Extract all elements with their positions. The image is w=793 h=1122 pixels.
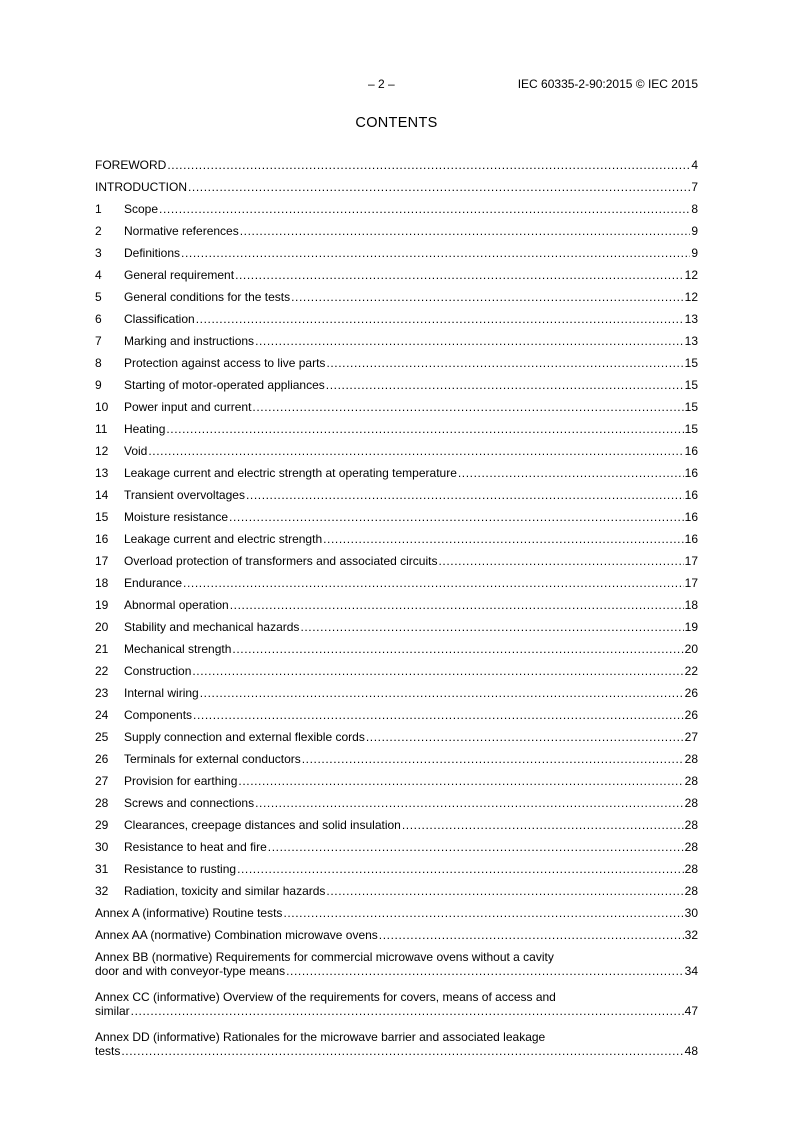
toc-entry-number: 22 (95, 664, 109, 678)
toc-entry-annex[interactable] (95, 949, 698, 989)
toc-entry-title: Stability and mechanical hazards (124, 620, 300, 634)
toc-dot-leader (232, 642, 683, 657)
toc-dot-leader (148, 444, 683, 459)
toc-entry-page: 13 (684, 312, 698, 326)
toc-dot-leader (229, 510, 684, 525)
toc-dot-leader (326, 884, 683, 899)
toc-entry-page: 34 (684, 964, 698, 978)
toc-entry-clause[interactable] (95, 311, 698, 333)
toc-dot-leader (230, 598, 684, 613)
toc-entry-title: General requirement (124, 268, 235, 282)
toc-entry-title: Annex AA (normative) Combination microwave ovens (95, 928, 378, 942)
toc-entry-title: Terminals for external conductors (124, 752, 301, 766)
toc-dot-leader (237, 862, 684, 877)
toc-entry-title: Annex A (informative) Routine tests (95, 906, 283, 920)
toc-entry-page: 16 (684, 444, 698, 458)
toc-dot-leader (252, 400, 683, 415)
page-header (0, 77, 793, 93)
toc-entry-number: 9 (95, 378, 102, 392)
toc-dot-leader (240, 224, 691, 239)
toc-entry-title: Mechanical strength (124, 642, 232, 656)
toc-entry-clause[interactable] (95, 707, 698, 729)
toc-entry-clause[interactable] (95, 619, 698, 641)
toc-dot-leader (246, 488, 684, 503)
toc-entry-number: 11 (95, 422, 108, 436)
toc-entry-clause[interactable] (95, 531, 698, 553)
toc-entry-number: 16 (95, 532, 109, 546)
toc-entry-page: 15 (684, 400, 698, 414)
toc-entry-title: Normative references (124, 224, 239, 238)
toc-entry-clause[interactable] (95, 729, 698, 751)
toc-entry-annex[interactable] (95, 1029, 698, 1069)
toc-entry-page: 28 (684, 774, 698, 788)
toc-entry-number: 26 (95, 752, 109, 766)
toc-entry-title: Internal wiring (124, 686, 199, 700)
toc-entry-title: Void (124, 444, 148, 458)
toc-entry-page: 17 (684, 554, 698, 568)
toc-entry-page: 16 (684, 466, 698, 480)
toc-entry-page: 13 (684, 334, 698, 348)
toc-entry-number: 19 (95, 598, 109, 612)
toc-entry-clause[interactable] (95, 751, 698, 773)
toc-entry-number: 12 (95, 444, 109, 458)
toc-dot-leader (438, 554, 683, 569)
toc-entry-page: 15 (684, 378, 698, 392)
toc-entry-number: 32 (95, 884, 109, 898)
toc-entry-front-matter[interactable] (95, 157, 698, 179)
toc-entry-clause[interactable] (95, 509, 698, 531)
toc-entry-clause[interactable] (95, 245, 698, 267)
toc-entry-number: 25 (95, 730, 109, 744)
toc-entry-page: 28 (684, 884, 698, 898)
toc-entry-number: 6 (95, 312, 102, 326)
toc-dot-leader (286, 964, 684, 978)
toc-entry-title: Resistance to rusting (124, 862, 237, 876)
toc-entry-clause[interactable] (95, 685, 698, 707)
toc-entry-page: 12 (684, 268, 698, 282)
toc-entry-page: 16 (684, 532, 698, 546)
page-title: CONTENTS (355, 115, 438, 131)
toc-entry-page: 15 (684, 356, 698, 370)
toc-entry-title: Construction (124, 664, 192, 678)
table-of-contents (95, 157, 698, 1069)
toc-dot-leader (188, 180, 690, 195)
toc-entry-clause[interactable] (95, 289, 698, 311)
toc-entry-clause[interactable] (95, 487, 698, 509)
toc-entry-page: 28 (684, 862, 698, 876)
toc-entry-page: 19 (684, 620, 698, 634)
toc-dot-leader (192, 664, 683, 679)
toc-entry-number: 27 (95, 774, 109, 788)
toc-entry-page: 26 (684, 686, 698, 700)
toc-dot-leader (283, 906, 683, 921)
toc-dot-leader (302, 752, 684, 767)
toc-entry-title: Supply connection and external flexible cords (124, 730, 365, 744)
toc-entry-page: 18 (684, 598, 698, 612)
toc-entry-clause[interactable] (95, 399, 698, 421)
toc-entry-title: Heating (124, 422, 166, 436)
toc-entry-title: Components (124, 708, 193, 722)
toc-entry-number: 28 (95, 796, 109, 810)
toc-entry-title-continued (95, 1044, 698, 1058)
toc-entry-clause[interactable] (95, 553, 698, 575)
toc-entry-clause[interactable] (95, 333, 698, 355)
toc-entry-page: 26 (684, 708, 698, 722)
toc-dot-leader (196, 312, 684, 327)
toc-entry-title: Annex DD (informative) Rationales for the microwave barrier and associated leakage (95, 1030, 546, 1044)
toc-entry-clause[interactable] (95, 465, 698, 487)
toc-entry-page: 32 (684, 928, 698, 942)
toc-dot-leader (159, 202, 690, 217)
toc-dot-leader (402, 818, 684, 833)
toc-entry-title: Classification (124, 312, 195, 326)
toc-entry-number: 20 (95, 620, 109, 634)
toc-entry-title: Annex BB (normative) Requirements for commercial microwave ovens without a cavity (95, 950, 554, 964)
toc-entry-title: General conditions for the tests (124, 290, 291, 304)
toc-entry-clause[interactable] (95, 883, 698, 905)
toc-entry-page: 15 (684, 422, 698, 436)
toc-entry-title-end: similar (95, 1004, 130, 1018)
toc-entry-title: Overload protection of transformers and associated circuits (124, 554, 438, 568)
toc-entry-title: Power input and current (124, 400, 252, 414)
toc-entry-page: 17 (684, 576, 698, 590)
document-reference: IEC 60335-2-90:2015 © IEC 2015 (517, 77, 698, 91)
toc-entry-clause[interactable] (95, 421, 698, 443)
toc-entry-clause[interactable] (95, 355, 698, 377)
toc-entry-clause[interactable] (95, 201, 698, 223)
toc-entry-annex[interactable] (95, 989, 698, 1029)
toc-entry-clause[interactable] (95, 267, 698, 289)
toc-entry-number: 17 (95, 554, 109, 568)
toc-dot-leader (326, 356, 683, 371)
toc-entry-number: 2 (95, 224, 102, 238)
toc-entry-number: 15 (95, 510, 109, 524)
toc-entry-number: 4 (95, 268, 102, 282)
toc-entry-page: 12 (684, 290, 698, 304)
toc-entry-page: 28 (684, 818, 698, 832)
toc-dot-leader (458, 466, 684, 481)
toc-entry-title: Marking and instructions (124, 334, 255, 348)
toc-entry-page: 16 (684, 488, 698, 502)
toc-entry-clause[interactable] (95, 795, 698, 817)
toc-entry-title: Starting of motor-operated appliances (124, 378, 325, 392)
toc-dot-leader (166, 422, 683, 437)
toc-entry-front-matter[interactable] (95, 179, 698, 201)
toc-entry-page: 28 (684, 840, 698, 854)
toc-entry-title: Leakage current and electric strength (124, 532, 323, 546)
toc-dot-leader (183, 576, 684, 591)
toc-entry-number: 10 (95, 400, 109, 414)
toc-dot-leader (326, 378, 684, 393)
toc-entry-page: 8 (691, 202, 698, 216)
toc-entry-number: 31 (95, 862, 109, 876)
toc-entry-page: 9 (691, 246, 698, 260)
toc-dot-leader (300, 620, 683, 635)
toc-entry-title: Radiation, toxicity and similar hazards (124, 884, 326, 898)
toc-entry-page: 7 (691, 180, 698, 194)
toc-entry-page: 16 (684, 510, 698, 524)
toc-entry-page: 27 (684, 730, 698, 744)
toc-dot-leader (379, 928, 684, 943)
toc-entry-annex[interactable] (95, 927, 698, 949)
toc-entry-title: INTRODUCTION (95, 180, 187, 194)
toc-entry-page: 22 (684, 664, 698, 678)
toc-dot-leader (200, 686, 684, 701)
toc-entry-number: 18 (95, 576, 109, 590)
toc-entry-number: 5 (95, 290, 102, 304)
toc-dot-leader (238, 774, 683, 789)
toc-entry-title: Definitions (124, 246, 181, 260)
toc-entry-page: 9 (691, 224, 698, 238)
toc-entry-number: 14 (95, 488, 109, 502)
toc-entry-clause[interactable] (95, 839, 698, 861)
toc-entry-title-continued (95, 964, 698, 978)
toc-entry-number: 8 (95, 356, 102, 370)
toc-entry-page: 47 (684, 1004, 698, 1018)
toc-entry-title-continued (95, 1004, 698, 1018)
toc-entry-title: Clearances, creepage distances and solid insulation (124, 818, 401, 832)
toc-dot-leader (131, 1004, 684, 1018)
toc-dot-leader (255, 796, 684, 811)
toc-entry-number: 1 (95, 202, 102, 216)
toc-dot-leader (291, 290, 684, 305)
toc-dot-leader (181, 246, 690, 261)
toc-entry-title: Resistance to heat and fire (124, 840, 267, 854)
toc-entry-number: 3 (95, 246, 102, 260)
toc-entry-title: Scope (124, 202, 159, 216)
toc-entry-clause[interactable] (95, 377, 698, 399)
toc-dot-leader (255, 334, 684, 349)
toc-dot-leader (167, 158, 690, 173)
toc-entry-number: 21 (95, 642, 109, 656)
toc-entry-clause[interactable] (95, 861, 698, 883)
toc-entry-title-end: tests (95, 1044, 121, 1058)
toc-entry-title: Annex CC (informative) Overview of the requirements for covers, means of access and (95, 990, 556, 1004)
toc-dot-leader (235, 268, 684, 283)
toc-dot-leader (323, 532, 684, 547)
toc-entry-clause[interactable] (95, 817, 698, 839)
toc-entry-title: Transient overvoltages (124, 488, 245, 502)
toc-entry-number: 23 (95, 686, 109, 700)
toc-entry-number: 7 (95, 334, 102, 348)
toc-entry-number: 29 (95, 818, 109, 832)
toc-entry-number: 24 (95, 708, 109, 722)
toc-entry-annex[interactable] (95, 905, 698, 927)
toc-entry-page: 28 (684, 796, 698, 810)
toc-dot-leader (193, 708, 684, 723)
toc-entry-title: Provision for earthing (124, 774, 238, 788)
toc-entry-title: FOREWORD (95, 158, 167, 172)
toc-entry-title: Moisture resistance (124, 510, 229, 524)
toc-entry-title: Abnormal operation (124, 598, 229, 612)
toc-entry-page: 30 (684, 906, 698, 920)
toc-entry-clause[interactable] (95, 773, 698, 795)
toc-entry-page: 28 (684, 752, 698, 766)
toc-entry-clause[interactable] (95, 575, 698, 597)
toc-entry-clause[interactable] (95, 663, 698, 685)
toc-entry-title: Endurance (124, 576, 183, 590)
page-number: – 2 – (368, 77, 395, 91)
toc-entry-clause[interactable] (95, 223, 698, 245)
toc-entry-page: 4 (691, 158, 698, 172)
toc-dot-leader (268, 840, 684, 855)
toc-entry-title: Screws and connections (124, 796, 255, 810)
toc-entry-page: 48 (684, 1044, 698, 1058)
toc-entry-page: 20 (684, 642, 698, 656)
toc-entry-clause[interactable] (95, 597, 698, 619)
toc-entry-title-end: door and with conveyor-type means (95, 964, 286, 978)
toc-entry-title: Protection against access to live parts (124, 356, 326, 370)
toc-entry-clause[interactable] (95, 641, 698, 663)
toc-entry-number: 13 (95, 466, 109, 480)
toc-entry-clause[interactable] (95, 443, 698, 465)
toc-dot-leader (366, 730, 684, 745)
toc-entry-title: Leakage current and electric strength at operating temperature (124, 466, 457, 480)
toc-dot-leader (121, 1044, 683, 1058)
toc-entry-number: 30 (95, 840, 109, 854)
